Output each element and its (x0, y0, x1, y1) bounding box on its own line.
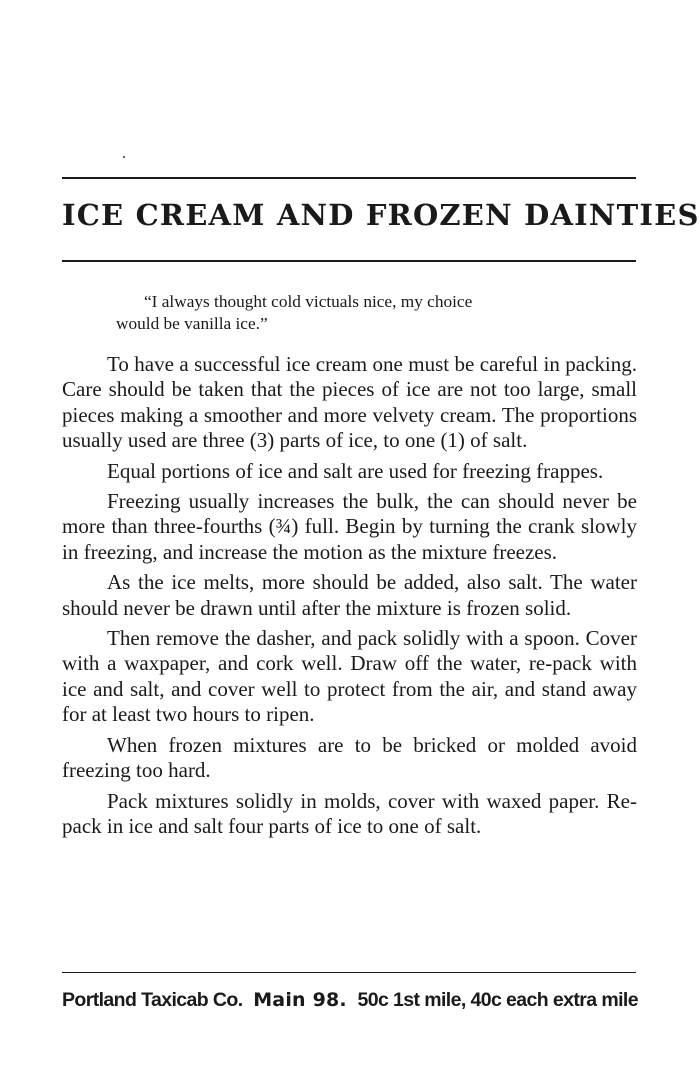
footer-phone: Main 98. (253, 989, 347, 1011)
paragraph-freezing: Freezing usually increases the bulk, the can should never be more than three-fourths (¾) full. Begin by turning the crank slowly in freezing, and increase the motion as the mixture freezes. (62, 489, 637, 564)
footer-rates: 50c 1st mile, 40c each extra mile (357, 989, 638, 1011)
top-rule (62, 177, 636, 179)
recipe-body (62, 352, 637, 844)
epigraph (116, 291, 636, 335)
footer-rule (62, 972, 636, 973)
print-speck (123, 156, 125, 158)
epigraph-line-2: would be vanilla ice.” (116, 314, 268, 333)
paragraph-frappes: Equal portions of ice and salt are used for freezing frappes. (107, 458, 604, 483)
advertisement-footer (62, 987, 638, 1013)
paragraph-dasher: Then remove the dasher, and pack solidly with a spoon. Cover with a waxpaper, and cork well. Draw off the water, re-pack with ice and salt, and cover well to protect from the air, and stand away for at least two hours to ripen. (62, 626, 637, 727)
epigraph-line-1: “I always thought cold victuals nice, my choice (144, 292, 473, 311)
page-title: ICE CREAM AND FROZEN DAINTIES (62, 198, 700, 232)
footer-company: Portland Taxicab Co. (62, 989, 243, 1011)
paragraph-packing: To have a successful ice cream one must be careful in packing. Care should be taken that the pieces of ice are not too large, small pieces making a smoother and more velvety cream. The proportions usually used are three (3) parts of ice, to one (1) of salt. (62, 352, 637, 453)
paragraph-ice-melts: As the ice melts, more should be added, also salt. The water should never be drawn until after the mixture is frozen solid. (62, 570, 637, 620)
paragraph-molded: When frozen mixtures are to be bricked or molded avoid freezing too hard. (62, 732, 637, 783)
paragraph-molds: Pack mixtures solidly in molds, cover with waxed paper. Re-pack in ice and salt four parts of ice to one of salt. (62, 788, 637, 838)
title-rule (62, 260, 636, 262)
